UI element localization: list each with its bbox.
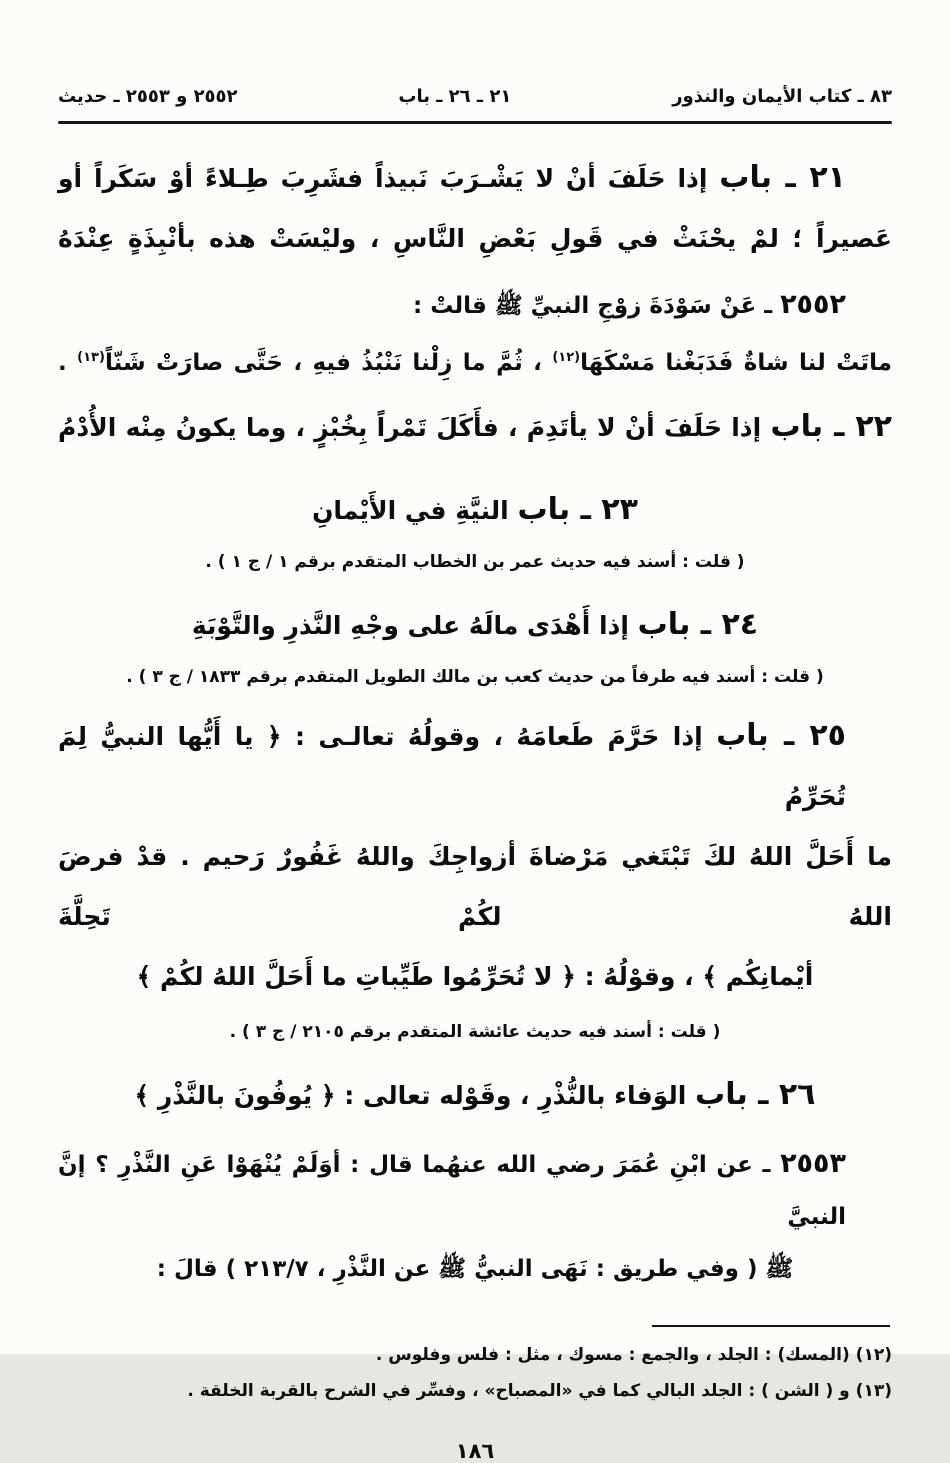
section-bab-22 (58, 397, 892, 458)
bab-23-title: النيَّةِ في الأَيْمانِ (312, 496, 518, 525)
bab-22-line (58, 397, 892, 458)
hadith-2552-number: ٢٥٥٢ (780, 289, 846, 320)
hadith-2553-isnad: ـ عن ابْنِ عُمَرَ رضي الله عنهُما قال : أوَلَمْ يُنْهَوْا عَنِ النَّذْرِ ؟ إنَّ النبيَّ (58, 1152, 846, 1230)
footnote-ref-13: (١٣) (77, 350, 105, 365)
editor-note-bab-24: ( قلت : أسند فيه طرفاً من حديث كعب بن مالك الطويل المتقدم برقم ١٨٣٣ / ج ٣ ) . (126, 667, 824, 687)
hadith-2552-matn-2: ، ثُمَّ ما زِلْنا نَنْبُذُ فيهِ ، حَتَّى صارَتْ شَنّاً (104, 350, 553, 376)
bab-25-prefix: ٢٥ ـ باب (716, 718, 846, 753)
hadith-2553 (58, 1138, 892, 1295)
bab-21-title-start: إذا حَلَفَ أنْ لا يَشْـرَبَ نَبيذاً فشَرِبَ طِـلاءً أوْ سَكَراً أو (58, 164, 720, 193)
editor-note-bab-25: ( قلت : أسند فيه حديث عائشة المتقدم برقم ٢١٠٥ / ج ٣ ) . (229, 1022, 721, 1042)
section-bab-21 (58, 148, 892, 269)
editor-note-bab-23: ( قلت : أسند فيه حديث عمر بن الخطاب المتقدم برقم ١ / ج ١ ) . (205, 552, 745, 572)
bab-21-prefix: ٢١ ـ باب (719, 160, 846, 195)
bab-25-title-start: إذا حَرَّمَ طَعامَهُ ، وقولُهُ تعالـى : ﴿ يا أَيُّها النبيُّ لِمَ تُحَرِّمُ (58, 722, 846, 811)
section-bab-26 (58, 1065, 892, 1126)
bab-23-prefix: ٢٣ ـ باب (517, 492, 638, 527)
section-bab-24 (58, 595, 892, 656)
hadith-2552-matn-1: ماتَتْ لنا شاةٌ فَدَبَغْنا مَسْكَهَا (580, 350, 892, 376)
bab-21-line-1 (58, 148, 892, 209)
section-bab-23 (58, 480, 892, 541)
hadith-2553-line-2: ﷺ ( وفي طريق : نَهَى النبيُّ ﷺ عن النَّذْرِ ، ٢١٣/٧ ) قالَ : (156, 1256, 794, 1282)
footnote-ref-12: (١٢) (552, 350, 581, 365)
hadith-2552-matn-3: . (58, 350, 78, 376)
hadith-2552-line-2 (58, 332, 892, 389)
bab-24-line (58, 595, 892, 656)
hadith-2553-line-1 (58, 1138, 892, 1243)
header-hadith-range: ٢٥٥٢ و ٢٥٥٣ ـ حديث (58, 86, 238, 107)
bab-25-line-2: ما أَحَلَّ اللهُ لكَ تَبْتَغي مَرْضاةَ أزواجِكَ واللهُ غَفُورٌ رَحيم . قدْ فرضَ اللهُ لكُمْ تَحِلَّةَ (58, 842, 892, 931)
footnotes-divider (652, 1325, 890, 1327)
section-bab-25 (58, 706, 892, 1007)
hadith-2552 (58, 279, 892, 389)
bab-26-title: الوَفاء بالنُّذْرِ ، وقَوْله تعالى : ﴿ يُوفُونَ بالنَّذْرِ ﴾ (134, 1081, 696, 1110)
bab-22-title: إذا حَلَفَ أنْ لا يأتَدِمَ ، فأَكَلَ تَمْراً بِخُبْزٍ ، وما يكونُ مِنْه الأُدْمُ (58, 413, 771, 442)
footnote-12: (١٢) (المسك) : الجلد ، والجمع : مسوك ، مثل : فلس وفلوس . (375, 1345, 892, 1365)
bab-25-line-1 (58, 706, 892, 827)
bab-23-line (58, 480, 892, 541)
page-number: ١٨٦ (455, 1439, 495, 1463)
bab-22-prefix: ٢٢ ـ باب (770, 409, 892, 444)
bab-25-line-3: أيْمانِكُم ﴾ ، وقوْلُهُ : ﴿ لا تُحَرِّمُوا طَيِّباتِ ما أَحَلَّ اللهُ لكُمْ ﴾ (136, 962, 814, 991)
footnote-13: (١٣) و ( الشن ) : الجلد البالي كما في «المصباح» ، وفسِّر في الشرح بالقربة الخلقة . (187, 1381, 892, 1401)
bab-24-prefix: ٢٤ ـ باب (637, 607, 759, 642)
bab-26-line (58, 1065, 892, 1126)
header-book-title: ٨٣ ـ كتاب الأيمان والنذور (672, 86, 892, 107)
hadith-2552-isnad: ـ عَنْ سَوْدَةَ زوْجِ النبيِّ ﷺ قالتْ : (412, 293, 781, 319)
bab-24-title: إذا أَهْدَى مالَهُ على وجْهِ النَّذرِ والتَّوْبَةِ (191, 611, 638, 640)
hadith-2552-line-1 (58, 279, 892, 332)
hadith-2553-number: ٢٥٥٣ (780, 1148, 846, 1179)
bab-26-prefix: ٢٦ ـ باب (695, 1077, 816, 1112)
header-bab-range: ٢١ ـ ٢٦ ـ باب (398, 86, 512, 107)
bab-21-line-2: عَصيراً ؛ لمْ يحْنَثْ في قَولِ بَعْضِ النَّاسِ ، وليْسَتْ هذه بأنْبِذَةٍ عِنْدَهُ (58, 224, 892, 253)
footnotes-block (58, 1325, 892, 1409)
header-divider (58, 121, 892, 124)
page-header (58, 86, 892, 107)
